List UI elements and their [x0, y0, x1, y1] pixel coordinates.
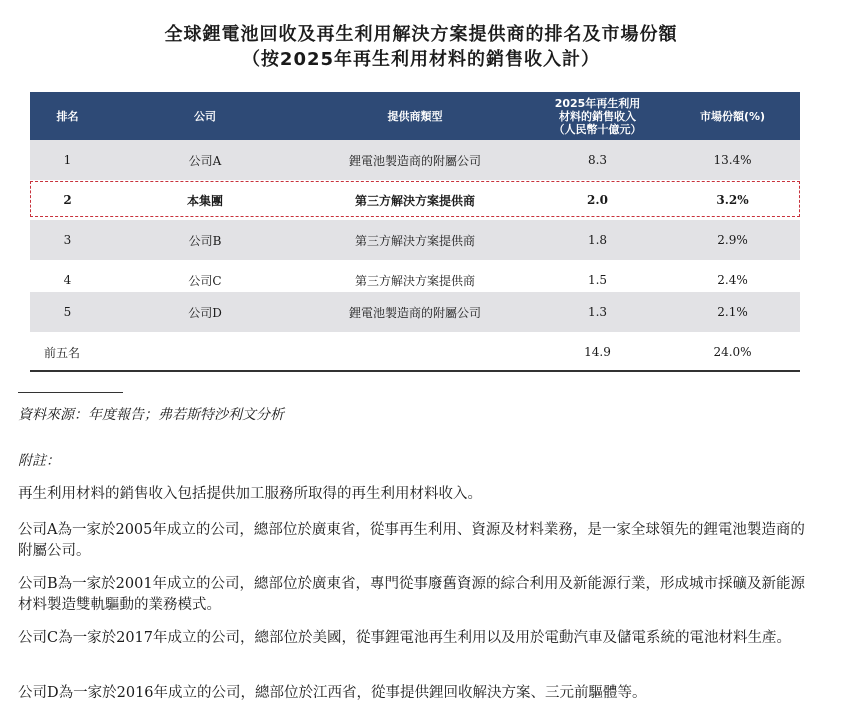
table-row	[30, 292, 800, 332]
cell-market-share: 3.2%	[716, 193, 749, 207]
cell-total-revenue: 14.9	[584, 345, 611, 359]
table-header-row	[30, 92, 800, 140]
cell-market-share: 13.4%	[713, 153, 752, 167]
header-rank: 排名	[56, 109, 79, 123]
cell-company: 本集團	[186, 193, 223, 208]
note-paragraph: 公司B為一家於2001年成立的公司，總部位於廣東省，專門從事廢舊資源的綜合利用及新能源行業，形成城市採礦及新能源材料製造雙軌驅動的業務模式。	[18, 576, 806, 613]
header-company: 公司	[194, 109, 216, 123]
cell-total-share: 24.0%	[713, 345, 752, 359]
cell-market-share: 2.4%	[717, 273, 748, 287]
cell-rank: 3	[63, 233, 72, 247]
cell-rank: 5	[63, 305, 72, 319]
cell-company: 公司A	[188, 153, 222, 168]
cell-provider-type: 第三方解決方案提供商	[354, 273, 475, 288]
cell-rank: 4	[63, 273, 72, 287]
note-paragraph: 公司A為一家於2005年成立的公司，總部位於廣東省，從事再生利用、資源及材料業務，是一家全球領先的鋰電池製造商的附屬公司。	[18, 522, 805, 559]
cell-revenue: 1.3	[587, 305, 608, 319]
cell-company: 公司C	[188, 273, 222, 288]
cell-revenue: 1.5	[587, 273, 608, 287]
header-market-share: 市場份額(%)	[699, 109, 766, 123]
cell-provider-type: 鋰電池製造商的附屬公司	[348, 153, 481, 168]
cell-total-label: 前五名	[44, 345, 81, 360]
cell-market-share: 2.1%	[717, 305, 748, 319]
notes-heading: 附註：	[18, 453, 60, 469]
header-provider-type: 提供商類型	[387, 109, 443, 123]
cell-market-share: 2.9%	[717, 233, 748, 247]
table-row	[30, 140, 800, 180]
cell-provider-type: 鋰電池製造商的附屬公司	[348, 305, 481, 320]
title-line-1: 全球鋰電池回收及再生利用解決方案提供商的排名及市場份額	[164, 24, 678, 45]
note-paragraph: 公司C為一家於2017年成立的公司，總部位於美國，從事鋰電池再生利用以及用於電動汽車及儲電系統的電池材料生產。	[18, 630, 791, 646]
table-row	[30, 220, 800, 260]
cell-revenue: 2.0	[587, 193, 608, 207]
cell-revenue: 8.3	[587, 153, 608, 167]
cell-provider-type: 第三方解決方案提供商	[354, 233, 475, 248]
cell-revenue: 1.8	[587, 233, 608, 247]
cell-company: 公司B	[188, 233, 222, 248]
table-row-highlighted	[30, 180, 800, 220]
cell-rank: 1	[63, 153, 72, 167]
title-line-2: （按2025年再生利用材料的銷售收入計）	[241, 49, 601, 70]
footnote-separator	[18, 392, 123, 393]
cell-rank: 2	[63, 193, 72, 207]
cell-provider-type: 第三方解決方案提供商	[354, 193, 475, 208]
cell-company: 公司D	[188, 305, 222, 320]
source-note: 資料來源：年度報告；弗若斯特沙利文分析	[18, 407, 284, 423]
table-total-row	[30, 332, 800, 372]
header-revenue: 2025年再生利用 材料的銷售收入 （人民幣十億元）	[553, 96, 642, 136]
note-paragraph: 公司D為一家於2016年成立的公司，總部位於江西省，從事提供鋰回收解決方案、三元前驅體等。	[18, 685, 647, 701]
table-bottom-rule	[30, 370, 800, 372]
note-paragraph: 再生利用材料的銷售收入包括提供加工服務所取得的再生利用材料收入。	[18, 486, 482, 502]
